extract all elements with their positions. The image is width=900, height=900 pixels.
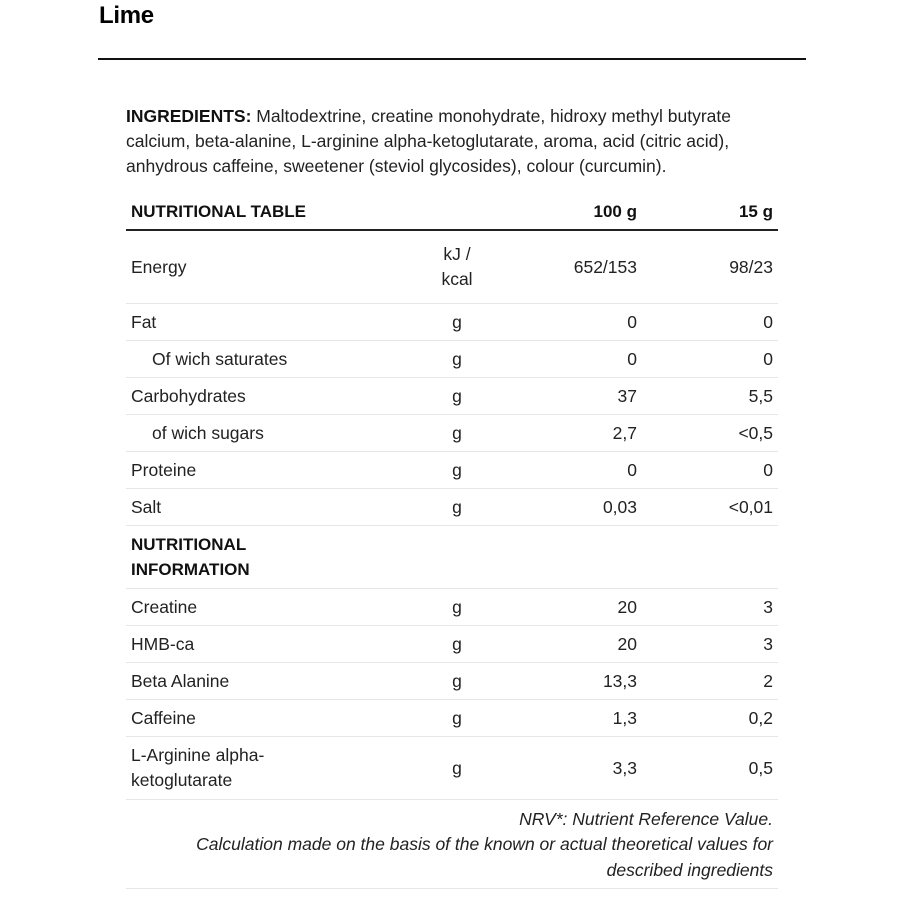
row-unit: g [402, 663, 512, 700]
row-name-line-1: L-Arginine alpha- [131, 745, 265, 765]
ingredients-list: Maltodextrine, creatine monohydrate, hidroxy methyl butyrate calcium, beta-alanine, L-arginine alpha-ketoglutarate, aroma, acid (citric acid), anhydrous caffeine, sweetener (steviol glycosides), colour (curcumin). [126, 106, 731, 176]
table-row [126, 589, 778, 626]
table-row [126, 737, 778, 800]
row-value-100g: 1,3 [512, 700, 642, 737]
table-row [126, 663, 778, 700]
row-name: of wich sugars [126, 415, 402, 452]
ingredients-label: INGREDIENTS: [126, 106, 252, 126]
row-value-15g: <0,01 [642, 489, 778, 526]
ingredients-text [126, 104, 786, 179]
row-unit: g [402, 737, 512, 800]
row-value-100g: 13,3 [512, 663, 642, 700]
table-header-row [126, 194, 778, 230]
title-divider [98, 58, 806, 60]
row-value-15g: <0,5 [642, 415, 778, 452]
section-heading-line-1: NUTRITIONAL [131, 535, 247, 554]
row-name: Energy [126, 230, 402, 304]
row-name: Salt [126, 489, 402, 526]
row-unit: g [402, 700, 512, 737]
row-unit: g [402, 415, 512, 452]
row-unit [402, 230, 512, 304]
row-name: Carbohydrates [126, 378, 402, 415]
section-heading-row [126, 526, 778, 589]
row-value-100g: 0,03 [512, 489, 642, 526]
table-row [126, 341, 778, 378]
row-value-100g: 0 [512, 452, 642, 489]
row-value-100g: 0 [512, 341, 642, 378]
row-unit: g [402, 589, 512, 626]
row-value-15g: 98/23 [642, 230, 778, 304]
header-15g: 15 g [642, 194, 778, 230]
row-name: Creatine [126, 589, 402, 626]
footnote-calculation-line-2: described ingredients [606, 859, 773, 880]
table-row [126, 626, 778, 663]
row-value-15g: 0 [642, 341, 778, 378]
header-nutritional-table: NUTRITIONAL TABLE [126, 194, 402, 230]
row-value-100g: 20 [512, 589, 642, 626]
row-unit: g [402, 626, 512, 663]
table-footer-row [126, 800, 778, 889]
row-value-15g: 0 [642, 452, 778, 489]
table-row [126, 489, 778, 526]
footnote-calculation-line-1: Calculation made on the basis of the known or actual theoretical values for [196, 834, 773, 855]
section-heading-line-2: INFORMATION [131, 560, 250, 579]
unit-line-1: kJ / [443, 244, 471, 264]
row-value-15g: 5,5 [642, 378, 778, 415]
table-row [126, 415, 778, 452]
row-name: Beta Alanine [126, 663, 402, 700]
footnote [126, 800, 778, 889]
row-value-15g: 0,5 [642, 737, 778, 800]
table-row [126, 304, 778, 341]
row-name: Fat [126, 304, 402, 341]
row-name: Proteine [126, 452, 402, 489]
table-row [126, 378, 778, 415]
row-name-line-2: ketoglutarate [131, 770, 233, 790]
row-value-100g: 20 [512, 626, 642, 663]
row-value-15g: 0,2 [642, 700, 778, 737]
row-unit: g [402, 341, 512, 378]
footnote-nrv: NRV*: Nutrient Reference Value. [519, 808, 773, 829]
row-name: Caffeine [126, 700, 402, 737]
row-value-100g: 0 [512, 304, 642, 341]
table-row-energy [126, 230, 778, 304]
row-name [126, 737, 402, 800]
table-row [126, 700, 778, 737]
header-100g: 100 g [512, 194, 642, 230]
row-value-100g: 37 [512, 378, 642, 415]
section-heading-nutritional-information [126, 526, 778, 589]
unit-line-2: kcal [441, 269, 473, 289]
row-value-100g: 2,7 [512, 415, 642, 452]
row-value-15g: 3 [642, 626, 778, 663]
row-name: HMB-ca [126, 626, 402, 663]
row-unit: g [402, 452, 512, 489]
row-unit: g [402, 489, 512, 526]
row-value-15g: 2 [642, 663, 778, 700]
row-value-100g: 652/153 [512, 230, 642, 304]
nutrition-table [126, 194, 778, 889]
row-name: Of wich saturates [126, 341, 402, 378]
row-value-15g: 0 [642, 304, 778, 341]
table-row [126, 452, 778, 489]
row-unit: g [402, 378, 512, 415]
header-unit [402, 194, 512, 230]
row-value-15g: 3 [642, 589, 778, 626]
row-unit: g [402, 304, 512, 341]
product-title: Lime [99, 2, 154, 29]
row-value-100g: 3,3 [512, 737, 642, 800]
